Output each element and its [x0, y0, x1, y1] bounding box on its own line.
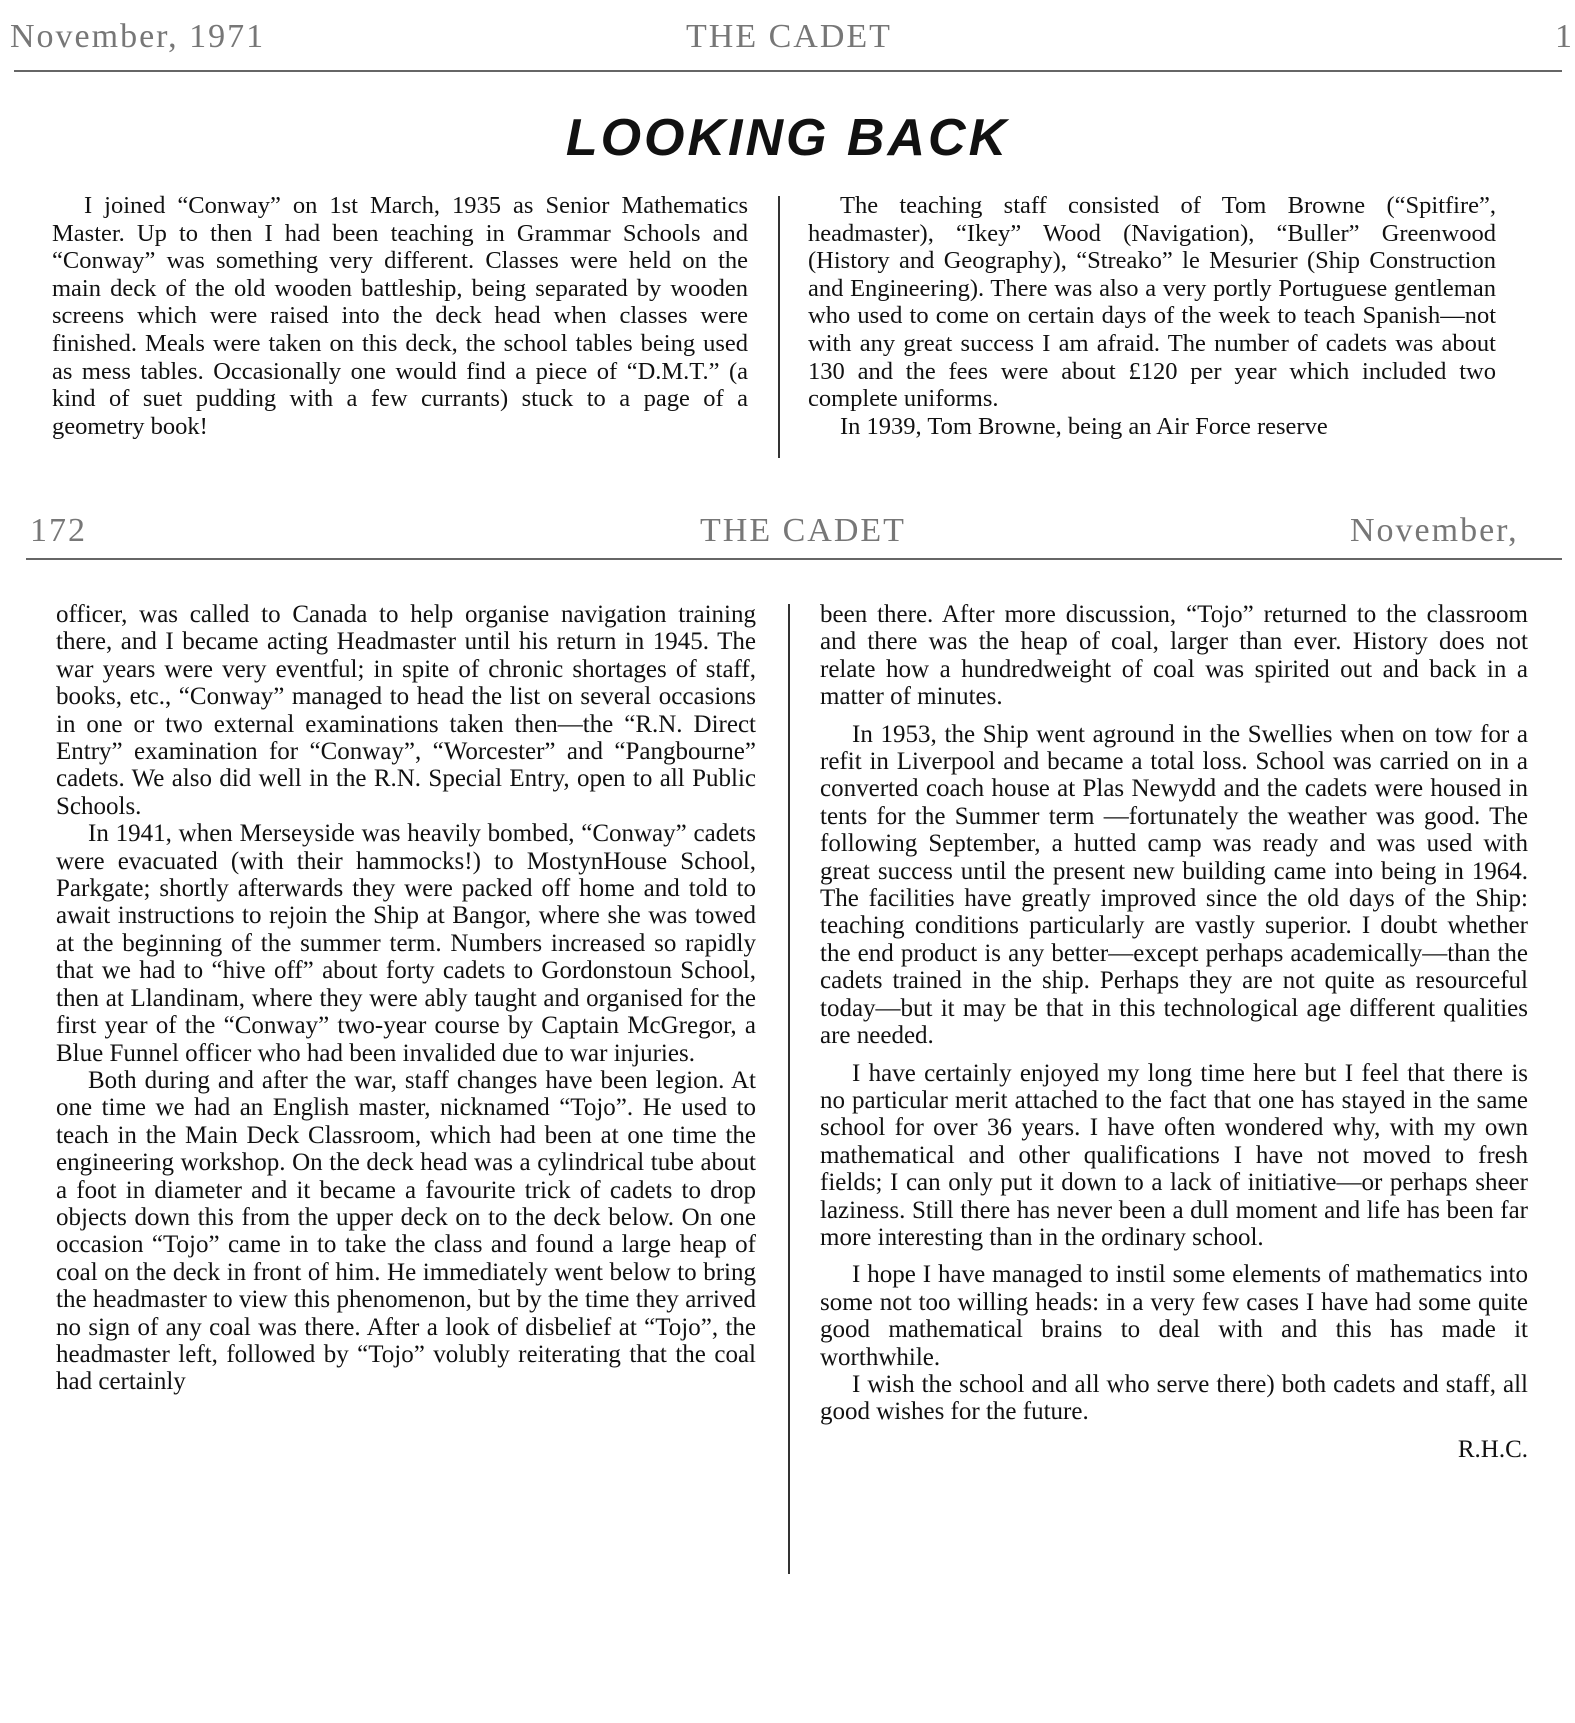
paragraph: In 1939, Tom Browne, being an Air Force reserve [840, 412, 1328, 440]
column-divider [788, 604, 790, 1574]
paragraph: Both during and after the war, staff changes have been legion. At one time we had an English master, nicknamed “Tojo”. He used to teach in the Main Deck Classroom, which had been at one time the engineering workshop. On the deck head was a cylindrical tube about a foot in diameter and it became a favourite trick of cadets to drop objects down this from the upper deck on to the deck below. On one occasion “Tojo” came in to take the class and found a large heap of coal on the deck in front of him. He immediately went below to bring the headmaster to view this phenomenon, but by the time they arrived no sign of any coal was there. After a look of disbelief at “Tojo”, the headmaster left, followed by “Tojo” volubly reiterating that the coal had certainly [56, 1066, 756, 1396]
column-divider [778, 196, 780, 458]
author-signature: R.H.C. [1457, 1435, 1528, 1463]
page2-header-page-number: 172 [30, 512, 87, 549]
page1-header-publication: THE CADET [686, 18, 892, 55]
page2-right-column [820, 601, 1528, 1463]
paragraph: I have certainly enjoyed my long time here but I feel that there is no particular merit attached to the fact that one has stayed in the same school for over 36 years. I have often wondered why, with my own mathematical and other qualifications I have not moved to fresh fields; I can only put it down to a lack of initiative—or perhaps sheer laziness. Still there has never been a dull moment and life has been far more interesting than in the ordinary school. [820, 1059, 1528, 1251]
article-title: LOOKING BACK [565, 109, 1010, 167]
page1-header [0, 14, 1575, 74]
paragraph: I hope I have managed to instil some elements of mathematics into some not too willing heads: in a very few cases I have had some quite good mathematical brains to deal with and this has made it worthwhile. [820, 1261, 1528, 1371]
paragraph: In 1941, when Merseyside was heavily bombed, “Conway” cadets were evacuated (with their hammocks!) to MostynHouse School, Parkgate; shortly afterwards they were packed off home and told to await instructions to rejoin the Ship at Bangor, where she was towed at the beginning of the summer term. Numbers increased so rapidly that we had to “hive off” about forty cadets to Gordonstoun School, then at Llandinam, where they were ably taught and organised for the first year of the “Conway” two-year course by Captain McGregor, a Blue Funnel officer who had been invalided due to war injuries. [56, 820, 756, 1067]
page1-right-column [808, 192, 1496, 440]
page1-header-date: November, 1971 [10, 18, 266, 55]
page2-header-publication: THE CADET [700, 512, 906, 549]
page1-left-column [52, 192, 748, 440]
paragraph: been there. After more discussion, “Tojo” returned to the classroom and there was the heap of coal, larger than ever. History does not relate how a hundredweight of coal was spirited out and back in a matter of minutes. [820, 601, 1528, 711]
page1-header-rule [14, 70, 1562, 72]
paragraph: I wish the school and all who serve there) both cadets and staff, all good wishes for the future. [820, 1370, 1528, 1426]
page1-header-page-number: 1 [1555, 18, 1574, 55]
paragraph: In 1953, the Ship went aground in the Swellies when on tow for a refit in Liverpool and became a total loss. School was carried on in a converted coach house at Plas Newydd and the cadets were housed in tents for the Summer term —fortunately the weather was good. The following September, a hutted camp was ready and was used with great success until the present new building came into being in 1964. The facilities have greatly improved since the old days of the Ship: teaching conditions particularly are vastly superior. I doubt whether the end product is any better—except perhaps academically—than the cadets trained in the ship. Perhaps they are not quite as resourceful today—but it may be that in this technological age different qualities are needed. [820, 720, 1528, 1050]
paragraph: The teaching staff consisted of Tom Browne (“Spitfire”, headmaster), “Ikey” Wood (Navigation), “Buller” Greenwood (History and Geography), “Streako” le Mesurier (Ship Construction and Engineering). There was also a very portly Portuguese gentleman who used to come on certain days of the week to teach Spanish—not with any great success I am afraid. The number of cadets was about 130 and the fees were about £120 per year which included two complete uniforms. [808, 192, 1496, 413]
page2-header-date: November, [1350, 512, 1519, 549]
page2-left-column [56, 601, 756, 1396]
page2-header-rule [26, 558, 1562, 560]
paragraph: officer, was called to Canada to help organise navigation training there, and I became acting Headmaster until his return in 1945. The war years were very eventful; in spite of chronic shortages of staff, books, etc., “Conway” managed to head the list on several occasions in one or two external examinations taken then—the “R.N. Direct Entry” examination for “Conway”, “Worcester” and “Pangbourne” cadets. We also did well in the R.N. Special Entry, open to all Public Schools. [56, 601, 756, 820]
paragraph: I joined “Conway” on 1st March, 1935 as Senior Mathematics Master. Up to then I had been teaching in Grammar Schools and “Conway” was something very different. Classes were held on the main deck of the old wooden battleship, being separated by wooden screens which were raised into the deck head when classes were finished. Meals were taken on this deck, the school tables being used as mess tables. Occasionally one would find a piece of “D.M.T.” (a kind of suet pudding with a few currants) stuck to a page of a geometry book! [52, 192, 748, 440]
page2-header [0, 510, 1575, 570]
